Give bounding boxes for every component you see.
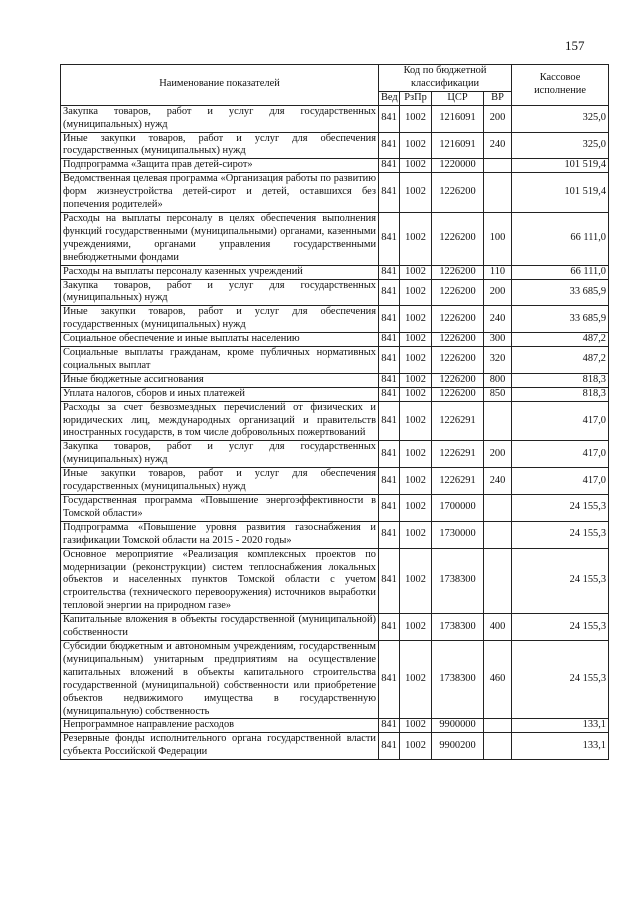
row-amount: 133,1	[512, 733, 609, 760]
row-vr: 320	[484, 347, 512, 374]
table-row	[61, 495, 609, 522]
row-rzpr: 1002	[400, 105, 432, 132]
header-vr: ВР	[484, 91, 512, 105]
row-csr: 1226200	[432, 387, 484, 401]
row-name: Непрограммное направление расходов	[61, 719, 379, 733]
table-row	[61, 387, 609, 401]
table-row	[61, 521, 609, 548]
row-ved: 841	[379, 373, 400, 387]
row-vr	[484, 401, 512, 441]
row-csr: 1226200	[432, 212, 484, 265]
row-csr: 1700000	[432, 495, 484, 522]
row-name: Уплата налогов, сборов и иных платежей	[61, 387, 379, 401]
row-ved: 841	[379, 468, 400, 495]
row-name: Ведомственная целевая программа «Организация работы по развитию форм жизнеустройства детей-сирот и детей, оставшихся без попечения родителей»	[61, 173, 379, 213]
row-vr	[484, 521, 512, 548]
row-amount: 417,0	[512, 468, 609, 495]
row-csr: 9900000	[432, 719, 484, 733]
row-csr: 1220000	[432, 159, 484, 173]
row-csr: 1226200	[432, 347, 484, 374]
row-name: Расходы на выплаты персоналу в целях обеспечения выполнения функций государственными (муниципальными) органами, казенными учреждениями, органами управления государственными внебюджетными фондами	[61, 212, 379, 265]
row-amount: 33 685,9	[512, 306, 609, 333]
row-name: Социальные выплаты гражданам, кроме публичных нормативных социальных выплат	[61, 347, 379, 374]
row-vr: 850	[484, 387, 512, 401]
row-vr: 200	[484, 105, 512, 132]
row-vr	[484, 159, 512, 173]
row-rzpr: 1002	[400, 173, 432, 213]
row-name: Закупка товаров, работ и услуг для государственных (муниципальных) нужд	[61, 441, 379, 468]
row-ved: 841	[379, 521, 400, 548]
row-ved: 841	[379, 441, 400, 468]
row-amount: 66 111,0	[512, 212, 609, 265]
table-row	[61, 105, 609, 132]
row-rzpr: 1002	[400, 373, 432, 387]
row-name: Подпрограмма «Защита прав детей-сирот»	[61, 159, 379, 173]
row-amount: 818,3	[512, 373, 609, 387]
row-vr	[484, 733, 512, 760]
row-ved: 841	[379, 548, 400, 614]
row-name: Социальное обеспечение и иные выплаты населению	[61, 333, 379, 347]
row-rzpr: 1002	[400, 279, 432, 306]
row-name: Закупка товаров, работ и услуг для государственных (муниципальных) нужд	[61, 105, 379, 132]
row-amount: 24 155,3	[512, 640, 609, 718]
header-classification: Код по бюджетной классификации	[379, 65, 512, 92]
row-rzpr: 1002	[400, 468, 432, 495]
row-ved: 841	[379, 105, 400, 132]
row-ved: 841	[379, 614, 400, 641]
row-rzpr: 1002	[400, 159, 432, 173]
row-ved: 841	[379, 173, 400, 213]
table-row	[61, 333, 609, 347]
row-amount: 24 155,3	[512, 548, 609, 614]
row-rzpr: 1002	[400, 387, 432, 401]
row-ved: 841	[379, 347, 400, 374]
row-ved: 841	[379, 265, 400, 279]
row-csr: 1226291	[432, 468, 484, 495]
row-vr: 400	[484, 614, 512, 641]
row-rzpr: 1002	[400, 212, 432, 265]
header-name: Наименование показателей	[61, 65, 379, 106]
table-row	[61, 159, 609, 173]
row-amount: 24 155,3	[512, 614, 609, 641]
row-vr: 240	[484, 132, 512, 159]
table-row	[61, 401, 609, 441]
header-ved: Вед	[379, 91, 400, 105]
row-rzpr: 1002	[400, 521, 432, 548]
row-name: Резервные фонды исполнительного органа государственной власти субъекта Российской Федерации	[61, 733, 379, 760]
row-rzpr: 1002	[400, 265, 432, 279]
table-row	[61, 719, 609, 733]
row-vr: 110	[484, 265, 512, 279]
row-name: Иные закупки товаров, работ и услуг для обеспечения государственных (муниципальных) нужд	[61, 468, 379, 495]
row-vr	[484, 495, 512, 522]
page-number: 157	[565, 38, 585, 53]
row-amount: 101 519,4	[512, 173, 609, 213]
budget-table	[60, 64, 609, 760]
row-amount: 24 155,3	[512, 521, 609, 548]
row-csr: 1226200	[432, 173, 484, 213]
row-name: Государственная программа «Повышение энергоэффективности в Томской области»	[61, 495, 379, 522]
row-amount: 487,2	[512, 333, 609, 347]
row-csr: 1226200	[432, 279, 484, 306]
header-csr: ЦСР	[432, 91, 484, 105]
table-row	[61, 373, 609, 387]
row-vr: 300	[484, 333, 512, 347]
row-csr: 1738300	[432, 548, 484, 614]
header-rzpr: РзПр	[400, 91, 432, 105]
row-csr: 1738300	[432, 640, 484, 718]
row-ved: 841	[379, 719, 400, 733]
row-ved: 841	[379, 387, 400, 401]
table-row	[61, 640, 609, 718]
row-name: Расходы на выплаты персоналу казенных учреждений	[61, 265, 379, 279]
table-row	[61, 173, 609, 213]
table-row	[61, 306, 609, 333]
row-ved: 841	[379, 159, 400, 173]
table-row	[61, 265, 609, 279]
header-amount: Кассовое исполнение	[512, 65, 609, 106]
row-ved: 841	[379, 401, 400, 441]
row-rzpr: 1002	[400, 401, 432, 441]
table-row	[61, 132, 609, 159]
row-csr: 9900200	[432, 733, 484, 760]
row-vr: 200	[484, 279, 512, 306]
row-rzpr: 1002	[400, 333, 432, 347]
row-ved: 841	[379, 333, 400, 347]
row-ved: 841	[379, 132, 400, 159]
row-ved: 841	[379, 212, 400, 265]
row-vr: 800	[484, 373, 512, 387]
row-rzpr: 1002	[400, 441, 432, 468]
row-csr: 1738300	[432, 614, 484, 641]
row-name: Расходы за счет безвозмездных перечислений от физических и юридических лиц, международных организаций и правительств иностранных государств, в том числе добровольных пожертвований	[61, 401, 379, 441]
row-vr: 200	[484, 441, 512, 468]
row-csr: 1730000	[432, 521, 484, 548]
row-rzpr: 1002	[400, 306, 432, 333]
row-ved: 841	[379, 733, 400, 760]
row-rzpr: 1002	[400, 733, 432, 760]
row-csr: 1226291	[432, 441, 484, 468]
table-row	[61, 468, 609, 495]
row-rzpr: 1002	[400, 614, 432, 641]
row-amount: 133,1	[512, 719, 609, 733]
row-amount: 325,0	[512, 105, 609, 132]
row-amount: 24 155,3	[512, 495, 609, 522]
row-rzpr: 1002	[400, 495, 432, 522]
row-amount: 101 519,4	[512, 159, 609, 173]
row-amount: 325,0	[512, 132, 609, 159]
table-body	[61, 105, 609, 759]
row-name: Капитальные вложения в объекты государственной (муниципальной) собственности	[61, 614, 379, 641]
row-name: Закупка товаров, работ и услуг для государственных (муниципальных) нужд	[61, 279, 379, 306]
row-amount: 33 685,9	[512, 279, 609, 306]
table-header	[61, 65, 609, 106]
row-rzpr: 1002	[400, 132, 432, 159]
row-amount: 417,0	[512, 401, 609, 441]
row-csr: 1226200	[432, 306, 484, 333]
row-vr	[484, 719, 512, 733]
row-csr: 1226200	[432, 265, 484, 279]
row-csr: 1216091	[432, 105, 484, 132]
row-name: Иные закупки товаров, работ и услуг для обеспечения государственных (муниципальных) нужд	[61, 132, 379, 159]
row-vr: 100	[484, 212, 512, 265]
row-ved: 841	[379, 495, 400, 522]
row-vr: 460	[484, 640, 512, 718]
row-name: Субсидии бюджетным и автономным учреждениям, государственным (муниципальным) унитарным предприятиям на осуществление капитальных вложений в объекты капитального строительства государственной (муниципальной) собственности или приобретение объектов недвижимого имущества в государственную (муниципальную) собственность	[61, 640, 379, 718]
row-amount: 487,2	[512, 347, 609, 374]
table-row	[61, 548, 609, 614]
row-amount: 66 111,0	[512, 265, 609, 279]
row-name: Подпрограмма «Повышение уровня развития газоснабжения и газификации Томской области на 2015 - 2020 годы»	[61, 521, 379, 548]
row-name: Иные закупки товаров, работ и услуг для обеспечения государственных (муниципальных) нужд	[61, 306, 379, 333]
table-row	[61, 212, 609, 265]
table-row	[61, 441, 609, 468]
row-ved: 841	[379, 306, 400, 333]
row-vr	[484, 548, 512, 614]
row-rzpr: 1002	[400, 347, 432, 374]
row-vr	[484, 173, 512, 213]
row-rzpr: 1002	[400, 548, 432, 614]
row-csr: 1226200	[432, 333, 484, 347]
row-rzpr: 1002	[400, 640, 432, 718]
table-row	[61, 279, 609, 306]
row-name: Иные бюджетные ассигнования	[61, 373, 379, 387]
row-amount: 417,0	[512, 441, 609, 468]
row-vr: 240	[484, 306, 512, 333]
row-name: Основное мероприятие «Реализация комплексных проектов по модернизации (реконструкции) систем теплоснабжения локальных объектов и населенных пунктов Томской области с учетом строительства (технического перевооружения) источников выработки тепловой энергии на природном газе»	[61, 548, 379, 614]
row-ved: 841	[379, 279, 400, 306]
table-row	[61, 614, 609, 641]
row-amount: 818,3	[512, 387, 609, 401]
row-csr: 1216091	[432, 132, 484, 159]
row-csr: 1226200	[432, 373, 484, 387]
row-rzpr: 1002	[400, 719, 432, 733]
table-row	[61, 733, 609, 760]
row-vr: 240	[484, 468, 512, 495]
table-row	[61, 347, 609, 374]
row-csr: 1226291	[432, 401, 484, 441]
row-ved: 841	[379, 640, 400, 718]
